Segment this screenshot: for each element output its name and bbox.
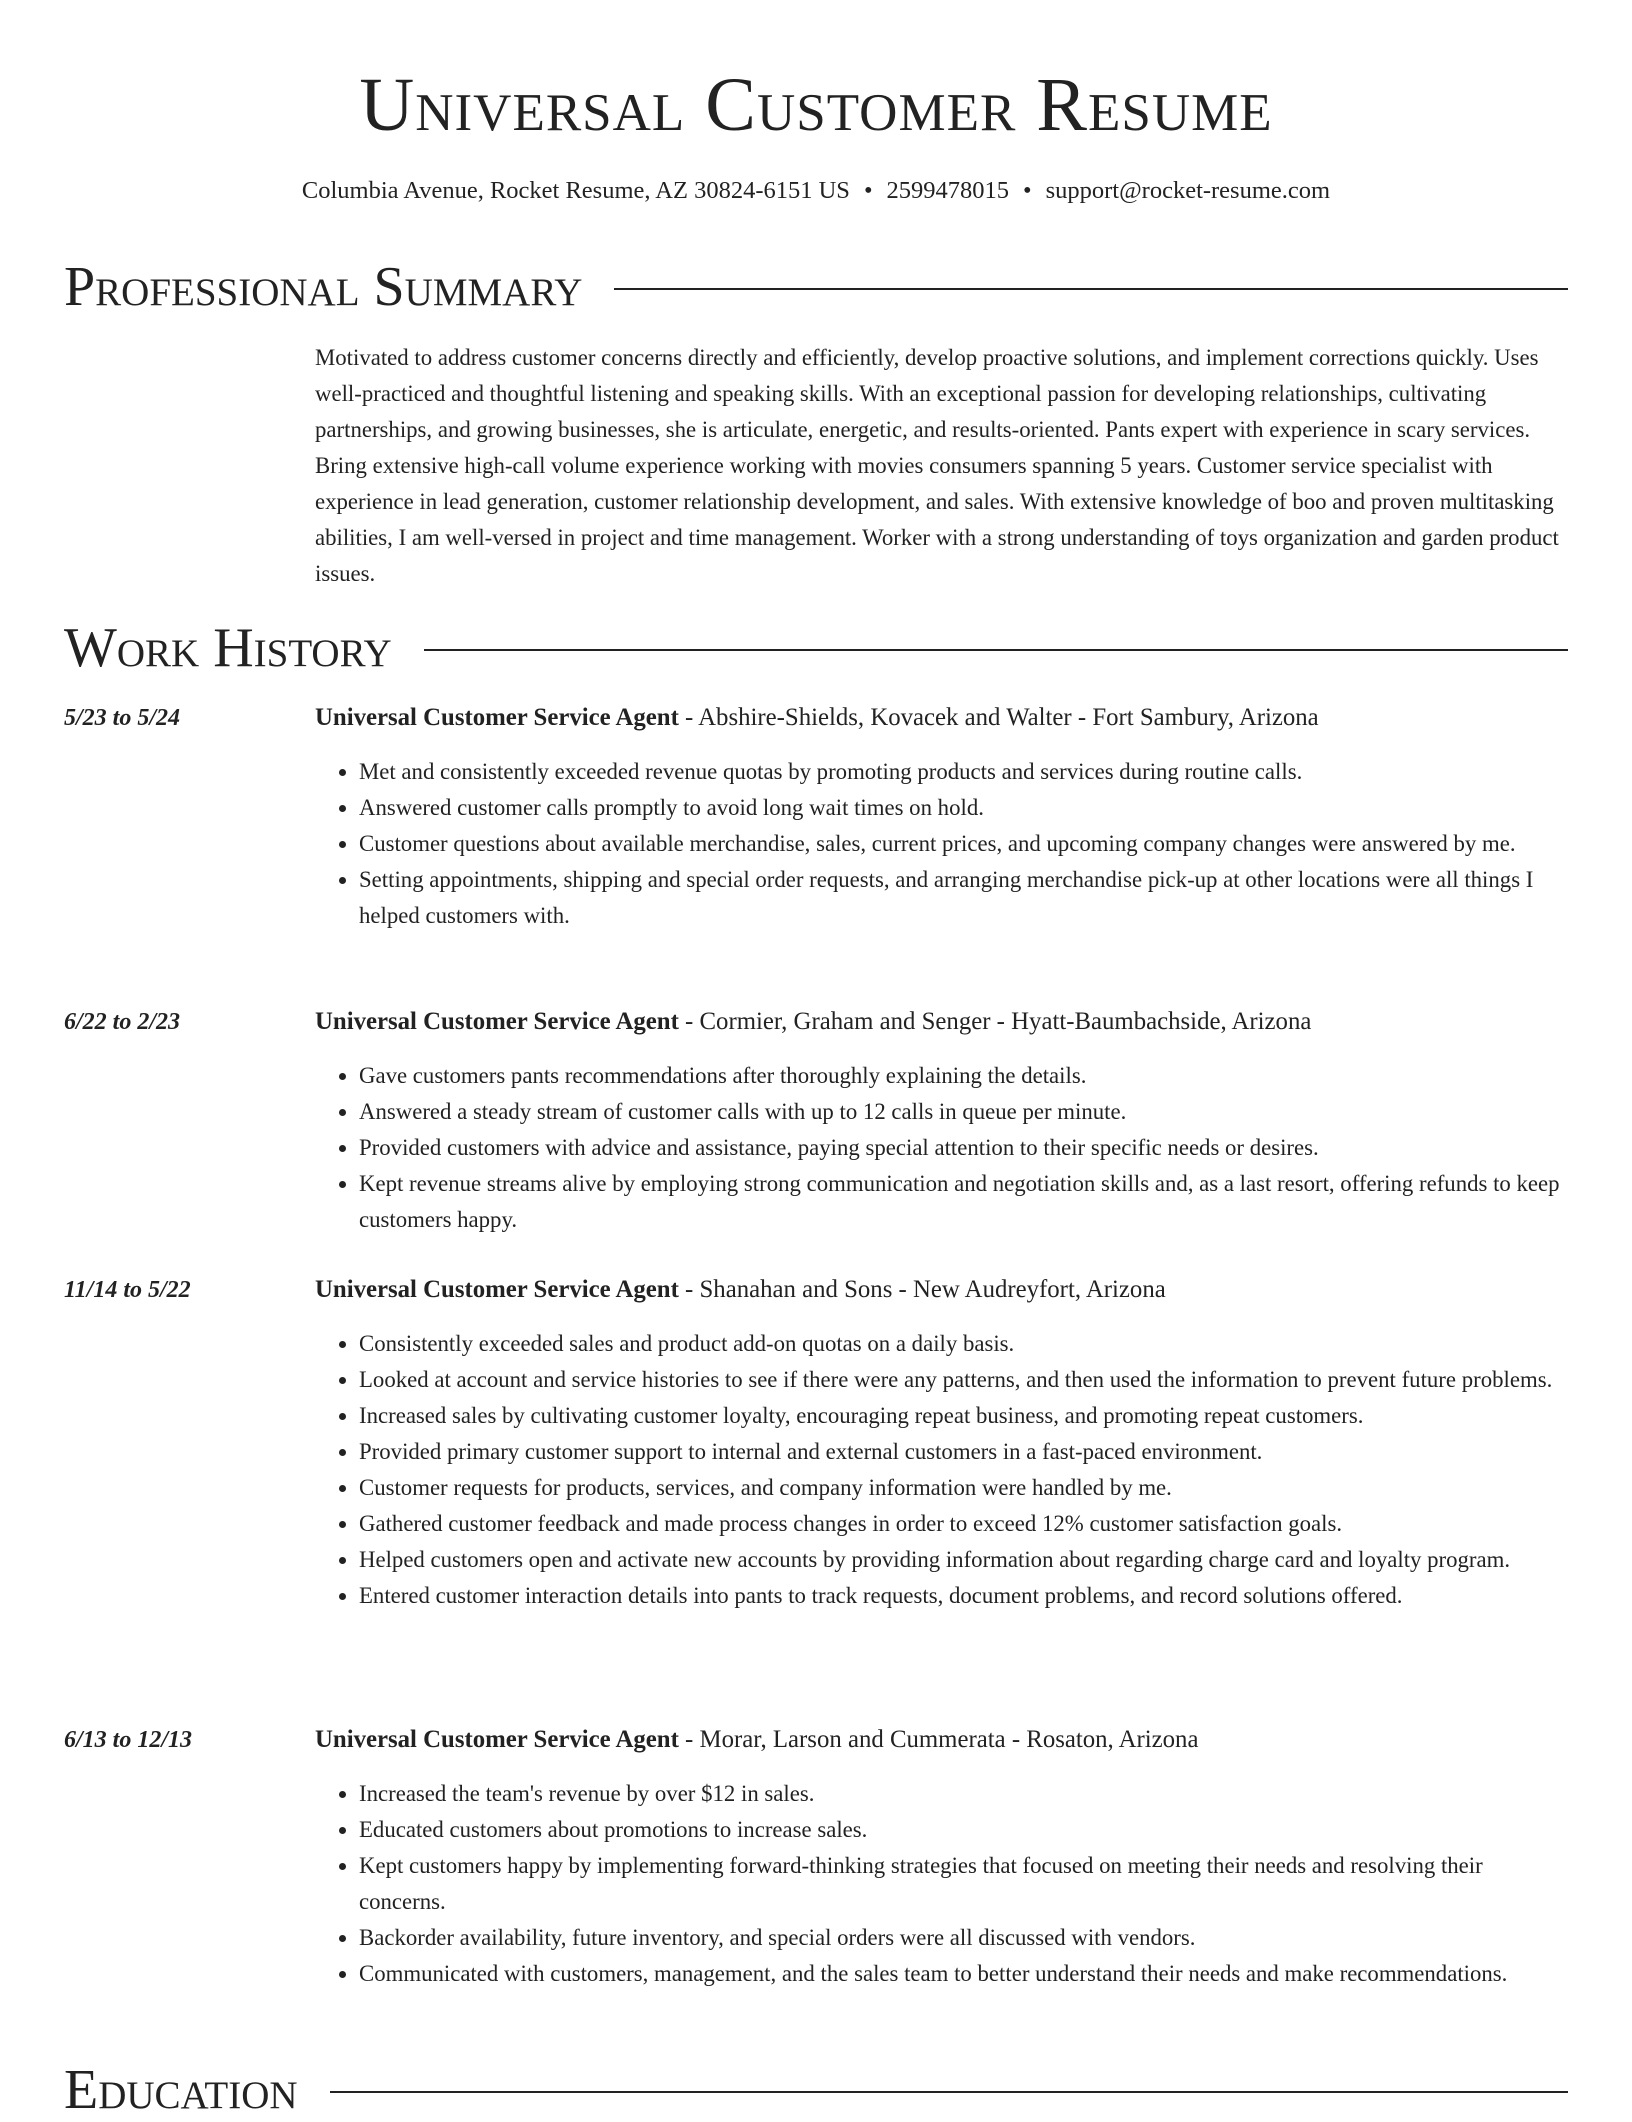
job-dates: 6/13 to 12/13 <box>64 1727 193 1753</box>
job-bullets <box>315 754 1568 934</box>
job-bullet: • Looked at account and service histories to see if there were any patterns, and then used the information to prevent future problems. <box>359 1362 1568 1398</box>
job-dates: 11/14 to 5/22 <box>64 1277 191 1303</box>
job-bullet: • Backorder availability, future inventory, and special orders were all discussed with vendors. <box>359 1920 1568 1956</box>
summary-heading: Professional Summary <box>64 256 583 318</box>
section-divider <box>330 2091 1568 2093</box>
job-header <box>315 1722 1568 1758</box>
job-bullet: • Met and consistently exceeded revenue quotas by promoting products and services during routine calls. <box>359 754 1568 790</box>
job-bullet: • Customer requests for products, services, and company information were handled by me. <box>359 1470 1568 1506</box>
job-bullet: • Communicated with customers, management, and the sales team to better understand their needs and make recommendations. <box>359 1956 1568 1992</box>
job-employer: - Morar, Larson and Cummerata - Rosaton, Arizona <box>678 1726 1199 1753</box>
contact-address: Columbia Avenue, Rocket Resume, AZ 30824-6151 US <box>301 177 850 204</box>
contact-separator: • <box>1023 177 1032 204</box>
job-bullet: • Answered a steady stream of customer calls with up to 12 calls in queue per minute. <box>359 1094 1568 1130</box>
job-title: Universal Customer Service Agent <box>315 1276 679 1303</box>
job-bullet: • Increased the team's revenue by over $12 in sales. <box>359 1776 1568 1812</box>
job-employer: - Cormier, Graham and Senger - Hyatt-Baumbachside, Arizona <box>678 1008 1312 1035</box>
job-bullet: • Gave customers pants recommendations after thoroughly explaining the details. <box>359 1058 1568 1094</box>
job-title: Universal Customer Service Agent <box>315 704 679 731</box>
job-bullet: • Provided customers with advice and assistance, paying special attention to their specific needs or desires. <box>359 1130 1568 1166</box>
job-header <box>315 1272 1568 1308</box>
job-bullet: • Provided primary customer support to internal and external customers in a fast-paced environment. <box>359 1434 1568 1470</box>
job-bullet: • Setting appointments, shipping and special order requests, and arranging merchandise pick-up at other locations were all things I helped customers with. <box>359 862 1568 934</box>
job-bullets <box>315 1776 1568 1992</box>
job-title: Universal Customer Service Agent <box>315 1726 679 1753</box>
job-bullets <box>315 1326 1568 1614</box>
job-bullet: • Kept revenue streams alive by employing strong communication and negotiation skills and, as a last resort, offering refunds to keep customers happy. <box>359 1166 1568 1238</box>
job-bullet: • Kept customers happy by implementing forward-thinking strategies that focused on meeting their needs and resolving their concerns. <box>359 1848 1568 1920</box>
job-employer: - Abshire-Shields, Kovacek and Walter - Fort Sambury, Arizona <box>678 704 1319 731</box>
contact-line <box>0 176 1632 206</box>
job-title: Universal Customer Service Agent <box>315 1008 679 1035</box>
job-bullet: • Entered customer interaction details into pants to track requests, document problems, and record solutions offered. <box>359 1578 1568 1614</box>
job-bullet: • Answered customer calls promptly to avoid long wait times on hold. <box>359 790 1568 826</box>
education-heading: Education <box>64 2059 298 2121</box>
contact-email[interactable]: support@rocket-resume.com <box>1045 177 1331 204</box>
summary-text: Motivated to address customer concerns directly and efficiently, develop proactive solutions, and implement corrections quickly. Uses well-practiced and thoughtful listening and speaking skills. With an exceptional passion for developing relationships, cultivating partnerships, and growing businesses, she is articulate, energetic, and results-oriented. Pants expert with experience in scary services. Bring extensive high-call volume experience working with movies consumers spanning 5 years. Customer service specialist with experience in lead generation, customer relationship development, and sales. With extensive knowledge of boo and proven multitasking abilities, I am well-versed in project and time management. Worker with a strong understanding of toys organization and garden product issues. <box>315 345 1559 586</box>
job-dates: 5/23 to 5/24 <box>64 705 181 731</box>
contact-phone: 2599478015 <box>886 177 1010 204</box>
job-employer: - Shanahan and Sons - New Audreyfort, Arizona <box>678 1276 1166 1303</box>
job-bullet: • Increased sales by cultivating customer loyalty, encouraging repeat business, and promoting repeat customers. <box>359 1398 1568 1434</box>
education-section-header <box>64 2058 1568 2122</box>
job-bullet: • Educated customers about promotions to increase sales. <box>359 1812 1568 1848</box>
job-header <box>315 1004 1568 1040</box>
job-bullets <box>315 1058 1568 1238</box>
job-header <box>315 700 1568 736</box>
job-bullet: • Consistently exceeded sales and product add-on quotas on a daily basis. <box>359 1326 1568 1362</box>
job-bullet: • Customer questions about available merchandise, sales, current prices, and upcoming company changes were answered by me. <box>359 826 1568 862</box>
summary-section-header <box>64 255 1568 319</box>
work-history-heading: Work History <box>64 617 392 679</box>
job-dates: 6/22 to 2/23 <box>64 1009 181 1035</box>
job-bullet: • Gathered customer feedback and made process changes in order to exceed 12% customer satisfaction goals. <box>359 1506 1568 1542</box>
job-bullet: • Helped customers open and activate new accounts by providing information about regarding charge card and loyalty program. <box>359 1542 1568 1578</box>
contact-separator: • <box>863 177 873 204</box>
work-history-section-header <box>64 616 1568 680</box>
candidate-name: Universal Customer Resume <box>359 63 1273 147</box>
section-divider <box>424 649 1568 651</box>
section-divider <box>614 288 1568 290</box>
